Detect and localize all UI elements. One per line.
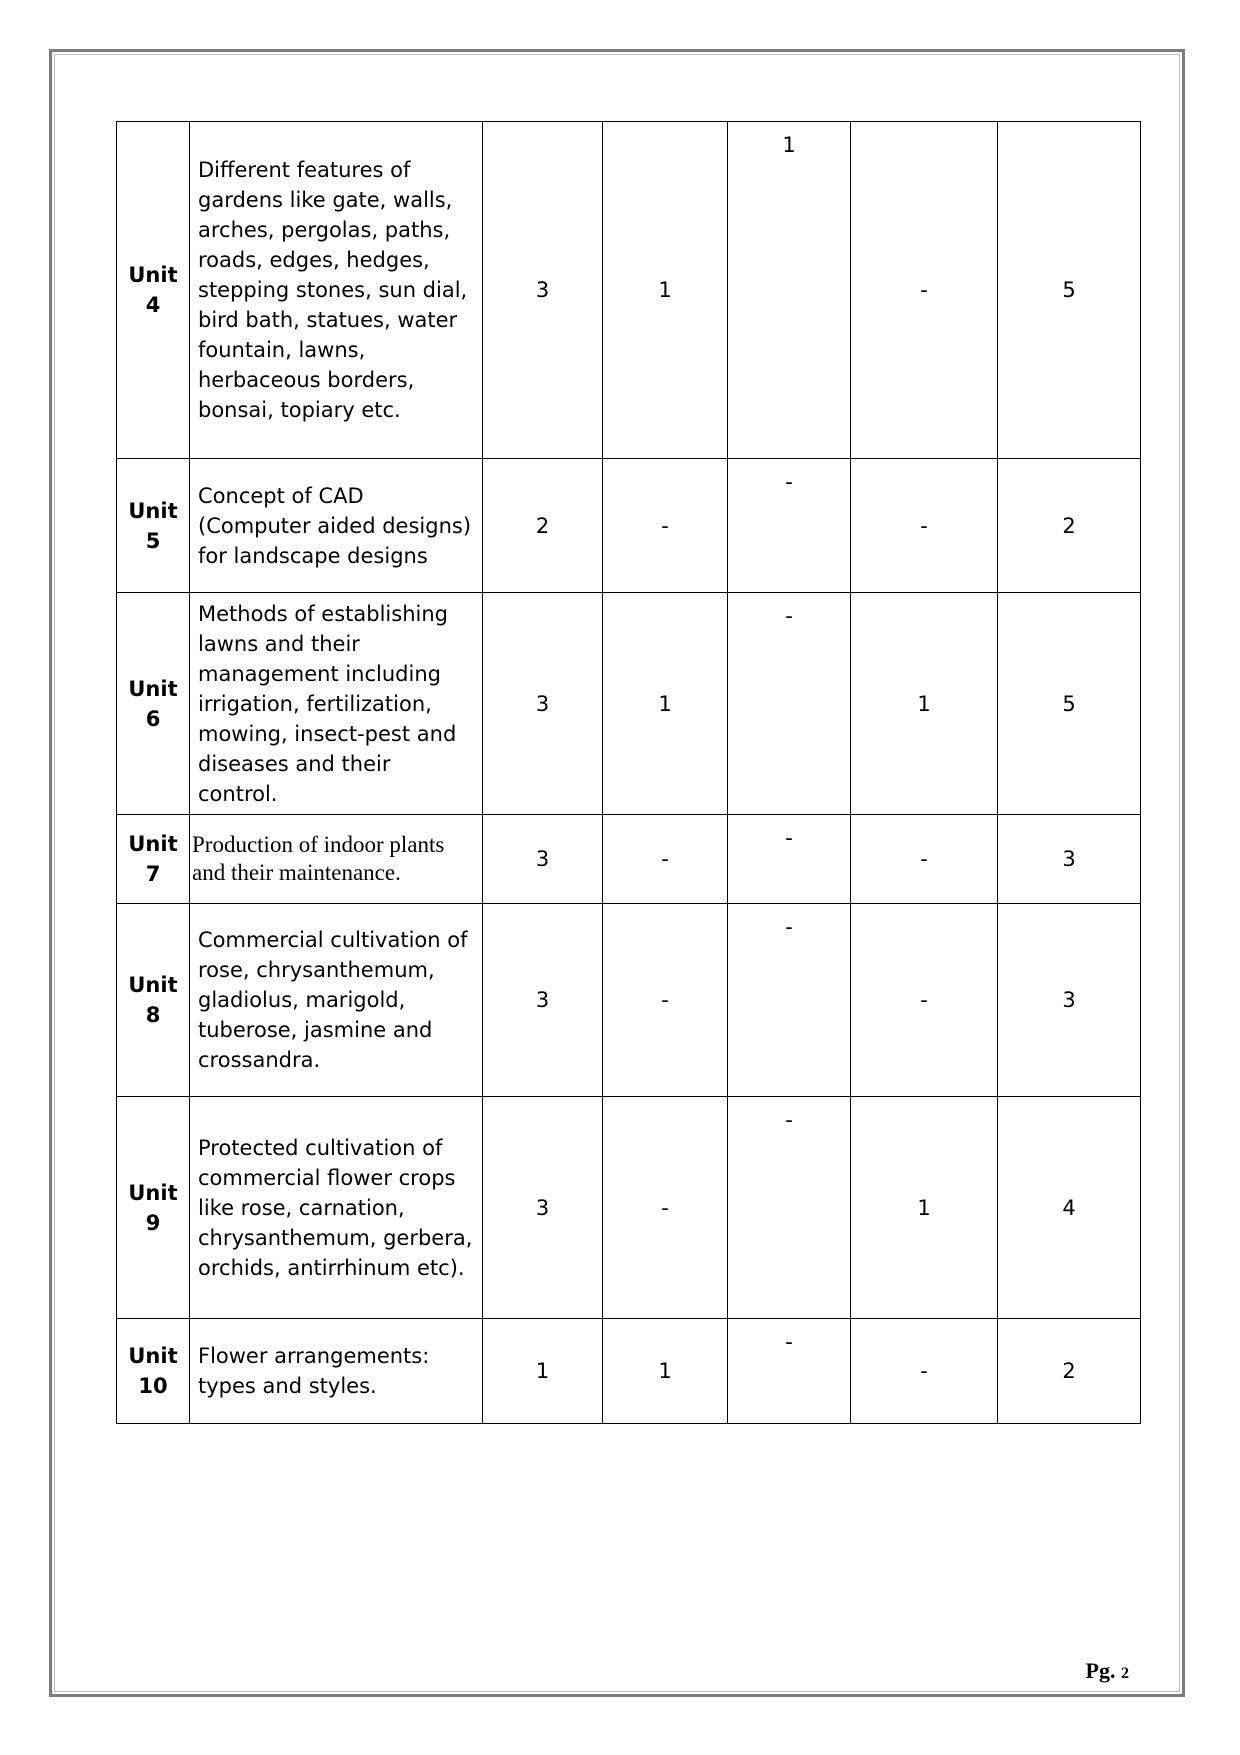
value-cell: 1 <box>483 1319 603 1424</box>
unit-number: 7 <box>145 862 161 886</box>
description-cell: Flower arrangements: types and styles. <box>190 1319 483 1424</box>
table-row <box>117 1319 1141 1424</box>
page-number-value: 2 <box>1121 1665 1129 1682</box>
value-cell: 2 <box>998 1319 1141 1424</box>
value-cell: 2 <box>483 459 603 593</box>
unit-cell <box>117 1319 190 1424</box>
value-cell: 1 <box>603 122 728 459</box>
table-row <box>117 1097 1141 1319</box>
unit-label: Unit <box>128 676 178 701</box>
value-cell: - <box>851 459 998 593</box>
units-table <box>116 121 1141 1424</box>
unit-label: Unit <box>128 1180 178 1205</box>
unit-cell <box>117 1097 190 1319</box>
unit-number: 5 <box>145 528 161 553</box>
value-cell: - <box>603 1097 728 1319</box>
unit-cell <box>117 593 190 815</box>
value-cell: 2 <box>998 459 1141 593</box>
value-cell: 1 <box>603 593 728 815</box>
value-cell: 1 <box>851 593 998 815</box>
value-cell: - <box>728 815 851 904</box>
unit-cell <box>117 904 190 1097</box>
table-row <box>117 904 1141 1097</box>
value-cell: 1 <box>851 1097 998 1319</box>
description-cell: Production of indoor plants and their maintenance. <box>190 815 483 904</box>
table-row <box>117 122 1141 459</box>
description-cell: Different features of gardens like gate, walls, arches, pergolas, paths, roads, edges, hedges, stepping stones, sun dial, bird bath, statues, water fountain, lawns, herbaceous borders, bonsai, topiary etc. <box>190 122 483 459</box>
value-cell: - <box>728 459 851 593</box>
value-cell: 3 <box>998 815 1141 904</box>
description-cell: Protected cultivation of commercial flower crops like rose, carnation, chrysanthemum, gerbera, orchids, antirrhinum etc). <box>190 1097 483 1319</box>
value-cell: - <box>728 1319 851 1424</box>
value-cell: 3 <box>483 593 603 815</box>
value-cell: 3 <box>483 904 603 1097</box>
value-cell: 4 <box>998 1097 1141 1319</box>
value-cell: - <box>603 459 728 593</box>
unit-number: 10 <box>138 1374 168 1398</box>
page-number <box>1086 1658 1129 1684</box>
value-cell: 3 <box>483 815 603 904</box>
unit-number: 8 <box>145 1003 161 1027</box>
unit-cell <box>117 122 190 459</box>
table-row <box>117 459 1141 593</box>
value-cell: - <box>851 1319 998 1424</box>
value-cell: - <box>728 904 851 1097</box>
description-cell: Methods of establishing lawns and their management including irrigation, fertilization, mowing, insect-pest and diseases and their control. <box>190 593 483 815</box>
unit-number: 4 <box>145 293 161 317</box>
value-cell: 1 <box>728 122 851 459</box>
unit-label: Unit <box>128 263 178 287</box>
value-cell: 3 <box>483 1097 603 1319</box>
unit-cell <box>117 459 190 593</box>
value-cell: - <box>728 1097 851 1319</box>
value-cell: - <box>851 904 998 1097</box>
value-cell: - <box>728 593 851 815</box>
unit-label: Unit <box>128 1344 178 1368</box>
value-cell: 1 <box>603 1319 728 1424</box>
value-cell: 5 <box>998 122 1141 459</box>
value-cell: - <box>603 904 728 1097</box>
value-cell: - <box>851 815 998 904</box>
value-cell: 3 <box>483 122 603 459</box>
table-row <box>117 593 1141 815</box>
description-cell: Commercial cultivation of rose, chrysanthemum, gladiolus, marigold, tuberose, jasmine and crossandra. <box>190 904 483 1097</box>
unit-cell <box>117 815 190 904</box>
description-cell: Concept of CAD (Computer aided designs) for landscape designs <box>190 459 483 593</box>
unit-number: 6 <box>145 706 161 731</box>
value-cell: 3 <box>998 904 1141 1097</box>
value-cell: - <box>851 122 998 459</box>
page-label: Pg. <box>1085 1658 1116 1683</box>
unit-label: Unit <box>128 973 178 997</box>
value-cell: 5 <box>998 593 1141 815</box>
unit-number: 9 <box>145 1210 161 1235</box>
value-cell: - <box>603 815 728 904</box>
table-row <box>117 815 1141 904</box>
unit-label: Unit <box>128 832 178 856</box>
unit-label: Unit <box>128 498 178 523</box>
